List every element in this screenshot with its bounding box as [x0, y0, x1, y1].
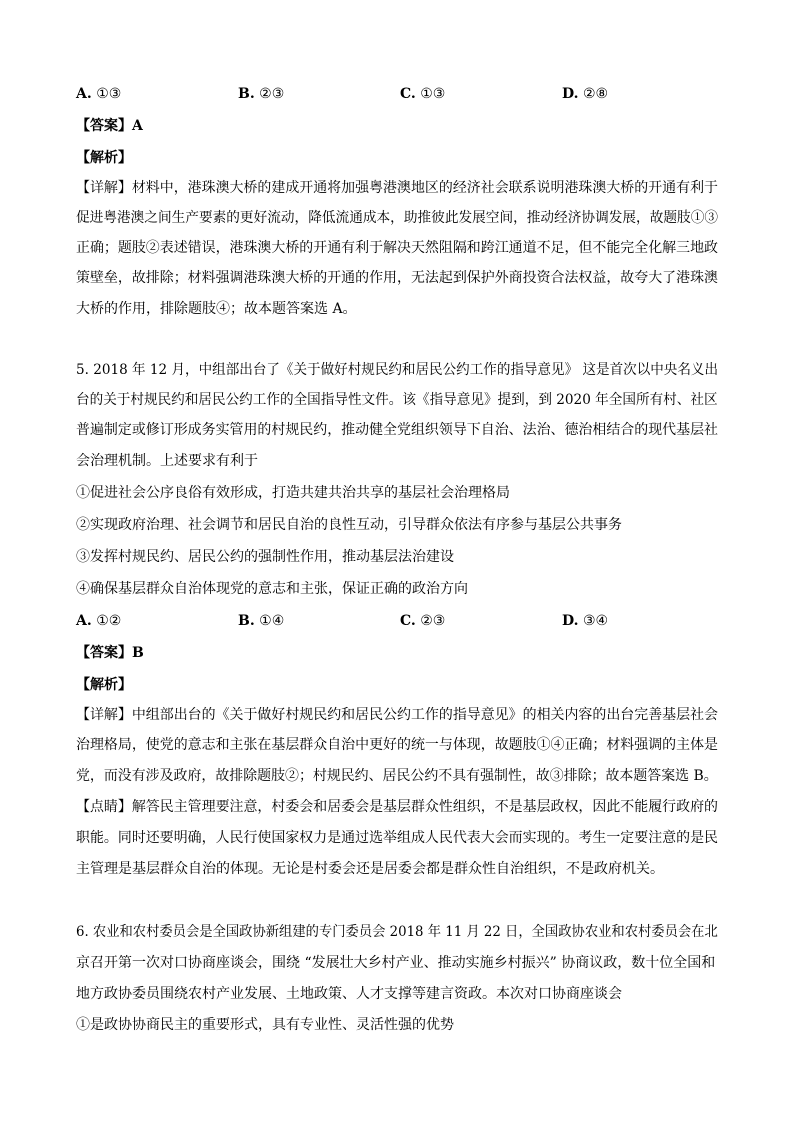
- q5-option-c: C. ②③: [400, 613, 446, 629]
- q5-option-d: D. ③④: [562, 613, 609, 629]
- q5-tip-line: 职能。同时还要明确，人民行使国家权力是通过选举组成人民代表大会而实现的。考生一定要注意的是民: [76, 830, 719, 846]
- q5-tip-line: 【点睛】解答民主管理要注意，村委会和居委会是基层群众性组织，不是基层政权，因此不能履行政府的: [76, 799, 719, 815]
- q5-stem-line: 普遍制定或修订形成务实管用的村规民约，推动健全党组织领导下自治、法治、德治相结合的现代基层社: [76, 422, 719, 438]
- q6-stem-line: 京召开第一次对口协商座谈会，围绕 “发展壮大乡村产业、推动实施乡村振兴” 协商议政，数十位全国和: [76, 955, 716, 971]
- q6-item: ①是政协协商民主的重要形式，具有专业性、灵活性强的优势: [76, 1017, 454, 1033]
- q6-stem-line: 地方政协委员围绕农村产业发展、土地政策、人才支撑等建言资政。本次对口协商座谈会: [76, 986, 622, 1002]
- q4-detail-line: 促进粤港澳之间生产要素的更好流动，降低流通成本，助推彼此发展空间，推动经济协调发展，故题肢①③: [76, 210, 719, 226]
- q4-answer: 【答案】A: [76, 118, 143, 134]
- q4-option-a: A. ①③: [76, 86, 122, 102]
- q4-analysis-heading: 【解析】: [76, 150, 132, 166]
- q5-option-b: B. ①④: [238, 613, 285, 629]
- q5-option-a: A. ①②: [76, 613, 122, 629]
- q5-item: ①促进社会公序良俗有效形成，打造共建共治共享的基层社会治理格局: [76, 485, 510, 501]
- q5-item: ④确保基层群众自治体现党的意志和主张，保证正确的政治方向: [76, 581, 468, 597]
- q4-option-c: C. ①③: [400, 86, 446, 102]
- q5-detail-line: 党，而没有涉及政府，故排除题肢②；村规民约、居民公约不具有强制性，故③排除；故本题答案选 B。: [76, 768, 718, 784]
- q5-item: ③发挥村规民约、居民公约的强制性作用，推动基层法治建设: [76, 549, 454, 565]
- q4-detail-line: 大桥的作用，排除题肢④；故本题答案选 A。: [76, 301, 357, 317]
- q4-detail-line: 正确；题肢②表述错误，港珠澳大桥的开通有利于解决天然阻隔和跨江通道不足，但不能完全化解三地政: [76, 240, 719, 256]
- q4-detail-line: 【详解】材料中，港珠澳大桥的建成开通将加强粤港澳地区的经济社会联系说明港珠澳大桥的开通有利于: [76, 180, 719, 196]
- q5-detail-line: 治理格局，使党的意志和主张在基层群众自治中更好的统一与体现，故题肢①④正确；材料强调的主体是: [76, 737, 719, 753]
- q5-detail-line: 【详解】中组部出台的《关于做好村规民约和居民公约工作的指导意见》的相关内容的出台完善基层社会: [76, 707, 719, 723]
- q5-stem-line: 5. 2018 年 12 月，中组部出台了《关于做好村规民约和居民公约工作的指导意见》 这是首次以中央名义出: [76, 362, 719, 378]
- q4-detail-line: 策壁垒，故排除；材料强调港珠澳大桥的开通的作用，无法起到保护外商投资合法权益，故夸大了港珠澳: [76, 270, 719, 286]
- q5-answer: 【答案】B: [76, 645, 144, 661]
- q4-option-b: B. ②③: [238, 86, 285, 102]
- q5-stem-line: 会治理机制。上述要求有利于: [76, 453, 258, 469]
- q6-stem-line: 6. 农业和农村委员会是全国政协新组建的专门委员会 2018 年 11 月 22 日，全国政协农业和农村委员会在北: [76, 924, 718, 940]
- q5-analysis-heading: 【解析】: [76, 677, 132, 693]
- q5-item: ②实现政府治理、社会调节和居民自治的良性互动，引导群众依法有序参与基层公共事务: [76, 517, 622, 533]
- q5-stem-line: 台的关于村规民约和居民公约工作的全国指导性文件。该《指导意见》提到，到 2020 年全国所有村、社区: [76, 392, 718, 408]
- q4-option-d: D. ②⑧: [562, 86, 609, 102]
- q5-tip-line: 主管理是基层群众自治的体现。无论是村委会还是居委会都是群众性自治组织，不是政府机关。: [76, 861, 664, 877]
